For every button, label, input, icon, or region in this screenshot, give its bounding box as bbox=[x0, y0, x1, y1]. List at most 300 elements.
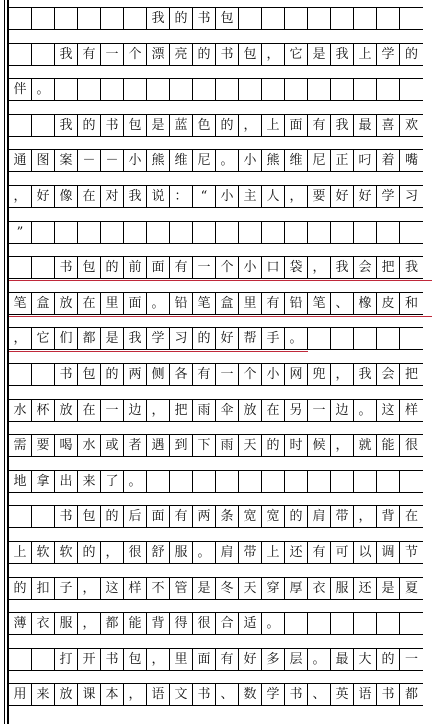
grid-cell: 它 bbox=[285, 44, 308, 65]
grid-cell: 网 bbox=[285, 364, 308, 385]
grid-cell: 有 bbox=[216, 649, 239, 670]
grid-cell: 下 bbox=[193, 435, 216, 456]
grid-cell bbox=[400, 79, 423, 100]
grid-cell: 。 bbox=[262, 613, 285, 634]
grid-cell: 来 bbox=[78, 471, 101, 492]
grid-cell: 欢 bbox=[404, 118, 418, 133]
grid-cell bbox=[354, 613, 377, 634]
grid-cell: 样 bbox=[404, 403, 418, 418]
grid-cell: 蓝 bbox=[170, 115, 193, 136]
grid-cell: 调 bbox=[377, 542, 400, 563]
grid-cell bbox=[331, 79, 354, 100]
grid-cell: 一 bbox=[101, 44, 124, 65]
grid-cell: 习 bbox=[170, 328, 193, 349]
grid-cell: 笔 bbox=[193, 293, 216, 314]
grid-cell: 还 bbox=[354, 578, 377, 599]
grid-cell: 包 bbox=[216, 8, 239, 29]
grid-cell: ， bbox=[147, 649, 170, 670]
grid-cell: ， bbox=[147, 400, 170, 421]
grid-row bbox=[9, 612, 423, 635]
grid-cell: 节 bbox=[404, 545, 418, 560]
grid-cell: ， bbox=[101, 542, 124, 563]
grid-cell: 扣 bbox=[32, 578, 55, 599]
grid-cell: 了 bbox=[101, 471, 124, 492]
grid-cell: 手 bbox=[262, 328, 285, 349]
grid-cell: 一 bbox=[216, 364, 239, 385]
grid-cell: 我 bbox=[331, 44, 354, 65]
grid-cell: 很 bbox=[124, 542, 147, 563]
grid-cell: 书 bbox=[55, 506, 78, 527]
grid-cell: 学 bbox=[262, 684, 285, 705]
grid-cell: 文 bbox=[170, 684, 193, 705]
grid-cell: 衣 bbox=[32, 613, 55, 634]
grid-row bbox=[9, 577, 423, 600]
grid-cell: 软 bbox=[55, 542, 78, 563]
grid-cell bbox=[354, 8, 377, 29]
grid-cell: 面 bbox=[147, 257, 170, 278]
grid-cell: 的 bbox=[193, 44, 216, 65]
grid-cell: 这 bbox=[101, 578, 124, 599]
grid-cell bbox=[216, 79, 239, 100]
grid-cell: 熊 bbox=[147, 150, 170, 171]
grid-cell: 会 bbox=[354, 257, 377, 278]
grid-cell: 主 bbox=[239, 186, 262, 207]
grid-cell: 都 bbox=[101, 613, 124, 634]
grid-cell: 我 bbox=[55, 44, 78, 65]
grid-cell: 很 bbox=[404, 438, 418, 453]
grid-cell: 们 bbox=[55, 328, 78, 349]
grid-row bbox=[9, 683, 423, 706]
grid-cell: 。 bbox=[216, 150, 239, 171]
grid-cell bbox=[285, 8, 308, 29]
grid-cell bbox=[262, 8, 285, 29]
grid-cell: 嘴 bbox=[404, 153, 418, 168]
grid-cell bbox=[9, 506, 32, 527]
grid-cell bbox=[147, 222, 170, 243]
grid-cell: 橡 bbox=[354, 293, 377, 314]
grid-cell: 多 bbox=[262, 649, 285, 670]
grid-cell: 都 bbox=[78, 328, 101, 349]
red-underline bbox=[9, 351, 308, 352]
grid-cell: 。 bbox=[147, 293, 170, 314]
grid-cell: 学 bbox=[147, 328, 170, 349]
grid-cell: 就 bbox=[354, 435, 377, 456]
grid-cell: 要 bbox=[32, 435, 55, 456]
grid-cell: 在 bbox=[78, 400, 101, 421]
grid-cell: 我 bbox=[124, 186, 147, 207]
grid-cell: 上 bbox=[262, 542, 285, 563]
grid-cell bbox=[32, 222, 55, 243]
grid-cell: 候 bbox=[308, 435, 331, 456]
grid-cell: 放 bbox=[55, 684, 78, 705]
grid-cell bbox=[101, 79, 124, 100]
grid-cell: 大 bbox=[354, 649, 377, 670]
grid-cell bbox=[285, 222, 308, 243]
grid-cell bbox=[9, 8, 32, 29]
grid-cell bbox=[354, 222, 377, 243]
grid-cell: ， bbox=[354, 506, 377, 527]
grid-cell bbox=[9, 257, 32, 278]
grid-cell: 舒 bbox=[147, 542, 170, 563]
grid-cell: 铅 bbox=[285, 293, 308, 314]
grid-cell: 衣 bbox=[308, 578, 331, 599]
grid-cell: 、 bbox=[216, 684, 239, 705]
grid-cell bbox=[400, 328, 423, 349]
grid-cell: 皮 bbox=[377, 293, 400, 314]
grid-cell bbox=[55, 222, 78, 243]
grid-cell bbox=[308, 8, 331, 29]
grid-cell: 的 bbox=[285, 506, 308, 527]
grid-cell: 尼 bbox=[308, 150, 331, 171]
grid-cell: 或 bbox=[101, 435, 124, 456]
grid-cell: 喝 bbox=[55, 435, 78, 456]
grid-cell: 上 bbox=[354, 44, 377, 65]
grid-cell: 和 bbox=[404, 296, 418, 311]
grid-cell: 用 bbox=[9, 684, 32, 705]
grid-cell: 天 bbox=[239, 578, 262, 599]
grid-row bbox=[9, 363, 423, 386]
grid-cell: 书 bbox=[55, 257, 78, 278]
grid-cell: 人 bbox=[262, 186, 285, 207]
grid-cell: 这 bbox=[377, 400, 400, 421]
grid-cell bbox=[400, 613, 423, 634]
grid-cell bbox=[377, 613, 400, 634]
grid-cell: 服 bbox=[170, 542, 193, 563]
grid-cell: 天 bbox=[239, 435, 262, 456]
grid-cell: 服 bbox=[55, 613, 78, 634]
grid-cell: 边 bbox=[331, 400, 354, 421]
grid-cell: 好 bbox=[216, 328, 239, 349]
grid-cell: 很 bbox=[193, 613, 216, 634]
grid-cell: 上 bbox=[9, 542, 32, 563]
grid-cell: 面 bbox=[147, 506, 170, 527]
grid-cell: 语 bbox=[354, 684, 377, 705]
grid-cell: 后 bbox=[124, 506, 147, 527]
grid-cell bbox=[9, 649, 32, 670]
grid-cell bbox=[239, 222, 262, 243]
grid-cell: 小 bbox=[239, 150, 262, 171]
grid-cell: 我 bbox=[331, 257, 354, 278]
grid-cell bbox=[193, 222, 216, 243]
grid-cell: 子 bbox=[55, 578, 78, 599]
grid-cell bbox=[32, 8, 55, 29]
grid-cell: 里 bbox=[101, 293, 124, 314]
grid-cell: 小 bbox=[239, 257, 262, 278]
grid-cell bbox=[32, 44, 55, 65]
grid-cell: 的 bbox=[101, 364, 124, 385]
grid-cell bbox=[354, 328, 377, 349]
grid-cell: 上 bbox=[262, 115, 285, 136]
grid-cell: 色 bbox=[193, 115, 216, 136]
grid-cell bbox=[308, 613, 331, 634]
grid-cell: 在 bbox=[262, 400, 285, 421]
grid-cell: 我 bbox=[55, 115, 78, 136]
grid-cell: 语 bbox=[147, 684, 170, 705]
grid-cell bbox=[331, 328, 354, 349]
grid-cell: 熊 bbox=[262, 150, 285, 171]
grid-cell: 小 bbox=[216, 186, 239, 207]
grid-cell bbox=[354, 79, 377, 100]
grid-cell: 。 bbox=[193, 542, 216, 563]
grid-cell bbox=[377, 79, 400, 100]
grid-cell: 雨 bbox=[193, 400, 216, 421]
grid-cell bbox=[262, 471, 285, 492]
grid-cell: 课 bbox=[78, 684, 101, 705]
grid-cell: 我 bbox=[124, 328, 147, 349]
grid-cell: 一 bbox=[404, 652, 418, 667]
grid-cell: 面 bbox=[124, 293, 147, 314]
grid-cell: 包 bbox=[124, 115, 147, 136]
grid-cell: 是 bbox=[308, 44, 331, 65]
grid-cell bbox=[170, 471, 193, 492]
grid-cell: 不 bbox=[147, 578, 170, 599]
grid-cell: 薄 bbox=[9, 613, 32, 634]
grid-cell: 层 bbox=[285, 649, 308, 670]
grid-cell: 把 bbox=[170, 400, 193, 421]
grid-cell bbox=[262, 222, 285, 243]
grid-cell: 两 bbox=[193, 506, 216, 527]
grid-cell: 个 bbox=[216, 257, 239, 278]
grid-cell: 学 bbox=[377, 186, 400, 207]
grid-cell bbox=[331, 8, 354, 29]
grid-cell bbox=[331, 471, 354, 492]
grid-cell: 者 bbox=[124, 435, 147, 456]
grid-cell: 正 bbox=[331, 150, 354, 171]
grid-cell: 一 bbox=[101, 400, 124, 421]
grid-row bbox=[9, 541, 423, 564]
grid-cell: 杯 bbox=[32, 400, 55, 421]
grid-cell: 穿 bbox=[262, 578, 285, 599]
grid-cell: 案 bbox=[55, 150, 78, 171]
grid-cell: 的 bbox=[78, 542, 101, 563]
grid-cell bbox=[32, 115, 55, 136]
grid-cell: 英 bbox=[331, 684, 354, 705]
grid-cell bbox=[78, 79, 101, 100]
grid-cell bbox=[308, 79, 331, 100]
grid-cell: 冬 bbox=[216, 578, 239, 599]
grid-row bbox=[9, 505, 423, 528]
grid-cell: 的 bbox=[9, 578, 32, 599]
grid-row bbox=[9, 399, 423, 422]
grid-cell: 伴 bbox=[9, 79, 32, 100]
grid-cell: 适 bbox=[239, 613, 262, 634]
grid-cell: 条 bbox=[216, 506, 239, 527]
grid-cell: 笔 bbox=[308, 293, 331, 314]
grid-cell: 带 bbox=[239, 542, 262, 563]
grid-cell: 有 bbox=[308, 115, 331, 136]
grid-cell: 。 bbox=[124, 471, 147, 492]
grid-cell: 袋 bbox=[285, 257, 308, 278]
grid-cell: 通 bbox=[9, 150, 32, 171]
grid-cell: 面 bbox=[193, 649, 216, 670]
grid-cell: 打 bbox=[55, 649, 78, 670]
grid-cell bbox=[216, 471, 239, 492]
grid-cell: 能 bbox=[124, 613, 147, 634]
grid-cell bbox=[239, 471, 262, 492]
grid-cell: 我 bbox=[354, 364, 377, 385]
grid-cell bbox=[78, 222, 101, 243]
grid-cell: 。 bbox=[308, 649, 331, 670]
grid-cell: 维 bbox=[285, 150, 308, 171]
grid-cell: 有 bbox=[308, 542, 331, 563]
grid-cell: 包 bbox=[78, 364, 101, 385]
red-underline bbox=[9, 280, 432, 281]
grid-cell: 有 bbox=[262, 293, 285, 314]
grid-cell bbox=[9, 115, 32, 136]
grid-cell: 盒 bbox=[216, 293, 239, 314]
grid-row bbox=[9, 292, 423, 315]
grid-cell: 前 bbox=[124, 257, 147, 278]
grid-cell: 我 bbox=[331, 115, 354, 136]
grid-cell bbox=[400, 222, 423, 243]
grid-cell: 放 bbox=[239, 400, 262, 421]
grid-cell: 最 bbox=[354, 115, 377, 136]
grid-cell: 的 bbox=[262, 435, 285, 456]
grid-cell: 好 bbox=[239, 649, 262, 670]
grid-cell: 拿 bbox=[32, 471, 55, 492]
grid-cell: 习 bbox=[404, 189, 418, 204]
grid-cell: 最 bbox=[331, 649, 354, 670]
grid-cell bbox=[216, 222, 239, 243]
grid-cell: 背 bbox=[377, 506, 400, 527]
grid-cell: 水 bbox=[9, 400, 32, 421]
grid-cell: 来 bbox=[32, 684, 55, 705]
grid-cell: 雨 bbox=[216, 435, 239, 456]
grid-cell bbox=[32, 364, 55, 385]
grid-cell bbox=[377, 471, 400, 492]
grid-cell: 它 bbox=[32, 328, 55, 349]
grid-cell: 的 bbox=[193, 328, 216, 349]
grid-cell: 一 bbox=[193, 257, 216, 278]
grid-cell: 合 bbox=[216, 613, 239, 634]
grid-cell: 、 bbox=[331, 293, 354, 314]
grid-cell: 的 bbox=[216, 115, 239, 136]
grid-cell: 两 bbox=[124, 364, 147, 385]
grid-cell: 帮 bbox=[239, 328, 262, 349]
grid-cell bbox=[55, 79, 78, 100]
grid-cell: 学 bbox=[377, 44, 400, 65]
grid-cell bbox=[285, 613, 308, 634]
grid-cell: 在 bbox=[78, 293, 101, 314]
grid-cell: 的 bbox=[377, 649, 400, 670]
grid-cell bbox=[32, 649, 55, 670]
grid-row bbox=[9, 327, 423, 350]
grid-cell: 个 bbox=[124, 44, 147, 65]
grid-cell: 好 bbox=[32, 186, 55, 207]
grid-cell: 书 bbox=[55, 364, 78, 385]
grid-cell: 有 bbox=[170, 506, 193, 527]
grid-cell: 我 bbox=[147, 8, 170, 29]
grid-cell: 盒 bbox=[32, 293, 55, 314]
grid-cell: ， bbox=[262, 44, 285, 65]
grid-cell bbox=[101, 222, 124, 243]
grid-cell: － bbox=[101, 150, 124, 171]
grid-cell: ， bbox=[308, 257, 331, 278]
grid-cell: 把 bbox=[377, 257, 400, 278]
grid-cell: 我 bbox=[404, 260, 418, 275]
grid-cell bbox=[32, 257, 55, 278]
grid-cell: － bbox=[78, 150, 101, 171]
grid-cell: ： bbox=[170, 186, 193, 207]
grid-cell bbox=[400, 471, 423, 492]
grid-cell bbox=[9, 364, 32, 385]
grid-cell: 水 bbox=[78, 435, 101, 456]
grid-cell: 好 bbox=[354, 186, 377, 207]
grid-row bbox=[9, 78, 423, 101]
grid-cell: 书 bbox=[101, 115, 124, 136]
grid-cell bbox=[170, 222, 193, 243]
grid-cell: 的 bbox=[101, 506, 124, 527]
grid-cell: 是 bbox=[101, 328, 124, 349]
grid-cell bbox=[147, 79, 170, 100]
grid-cell: 着 bbox=[377, 150, 400, 171]
grid-cell: 得 bbox=[170, 613, 193, 634]
grid-cell: ， bbox=[285, 186, 308, 207]
grid-cell bbox=[239, 8, 262, 29]
grid-cell bbox=[285, 471, 308, 492]
grid-cell: 带 bbox=[331, 506, 354, 527]
grid-cell bbox=[308, 222, 331, 243]
grid-cell: 有 bbox=[193, 364, 216, 385]
grid-cell: 需 bbox=[9, 435, 32, 456]
grid-cell: 面 bbox=[285, 115, 308, 136]
grid-cell: ， bbox=[239, 115, 262, 136]
grid-cell: ， bbox=[78, 613, 101, 634]
grid-cell bbox=[239, 79, 262, 100]
grid-cell: 叼 bbox=[354, 150, 377, 171]
grid-cell: 好 bbox=[331, 186, 354, 207]
grid-cell: 对 bbox=[101, 186, 124, 207]
grid-cell: 说 bbox=[147, 186, 170, 207]
grid-cell: 管 bbox=[170, 578, 193, 599]
grid-cell bbox=[331, 613, 354, 634]
grid-row bbox=[9, 43, 423, 66]
grid-cell: 是 bbox=[193, 578, 216, 599]
grid-cell: 个 bbox=[239, 364, 262, 385]
grid-cell: 宽 bbox=[239, 506, 262, 527]
grid-cell: 数 bbox=[239, 684, 262, 705]
grid-cell bbox=[377, 8, 400, 29]
grid-cell bbox=[32, 506, 55, 527]
red-underline bbox=[9, 316, 432, 317]
grid-cell bbox=[170, 79, 193, 100]
grid-cell bbox=[101, 8, 124, 29]
grid-cell: ， bbox=[78, 578, 101, 599]
grid-cell: 放 bbox=[55, 400, 78, 421]
grid-cell: 会 bbox=[377, 364, 400, 385]
grid-cell bbox=[147, 471, 170, 492]
grid-cell: 到 bbox=[170, 435, 193, 456]
grid-cell: ” bbox=[9, 222, 32, 243]
grid-cell: 书 bbox=[193, 684, 216, 705]
grid-cell: 喜 bbox=[377, 115, 400, 136]
grid-cell: 开 bbox=[78, 649, 101, 670]
grid-cell: 是 bbox=[147, 115, 170, 136]
grid-cell bbox=[124, 222, 147, 243]
grid-cell: 伞 bbox=[216, 400, 239, 421]
grid-cell bbox=[308, 328, 331, 349]
grid-cell: 能 bbox=[377, 435, 400, 456]
grid-cell: 包 bbox=[78, 257, 101, 278]
grid-cell: 书 bbox=[377, 684, 400, 705]
grid-cell bbox=[124, 8, 147, 29]
grid-cell bbox=[124, 79, 147, 100]
grid-cell: 的 bbox=[404, 47, 418, 62]
grid-cell: 都 bbox=[404, 687, 418, 702]
grid-row bbox=[9, 648, 423, 671]
grid-cell bbox=[55, 8, 78, 29]
grid-cell: 。 bbox=[354, 400, 377, 421]
